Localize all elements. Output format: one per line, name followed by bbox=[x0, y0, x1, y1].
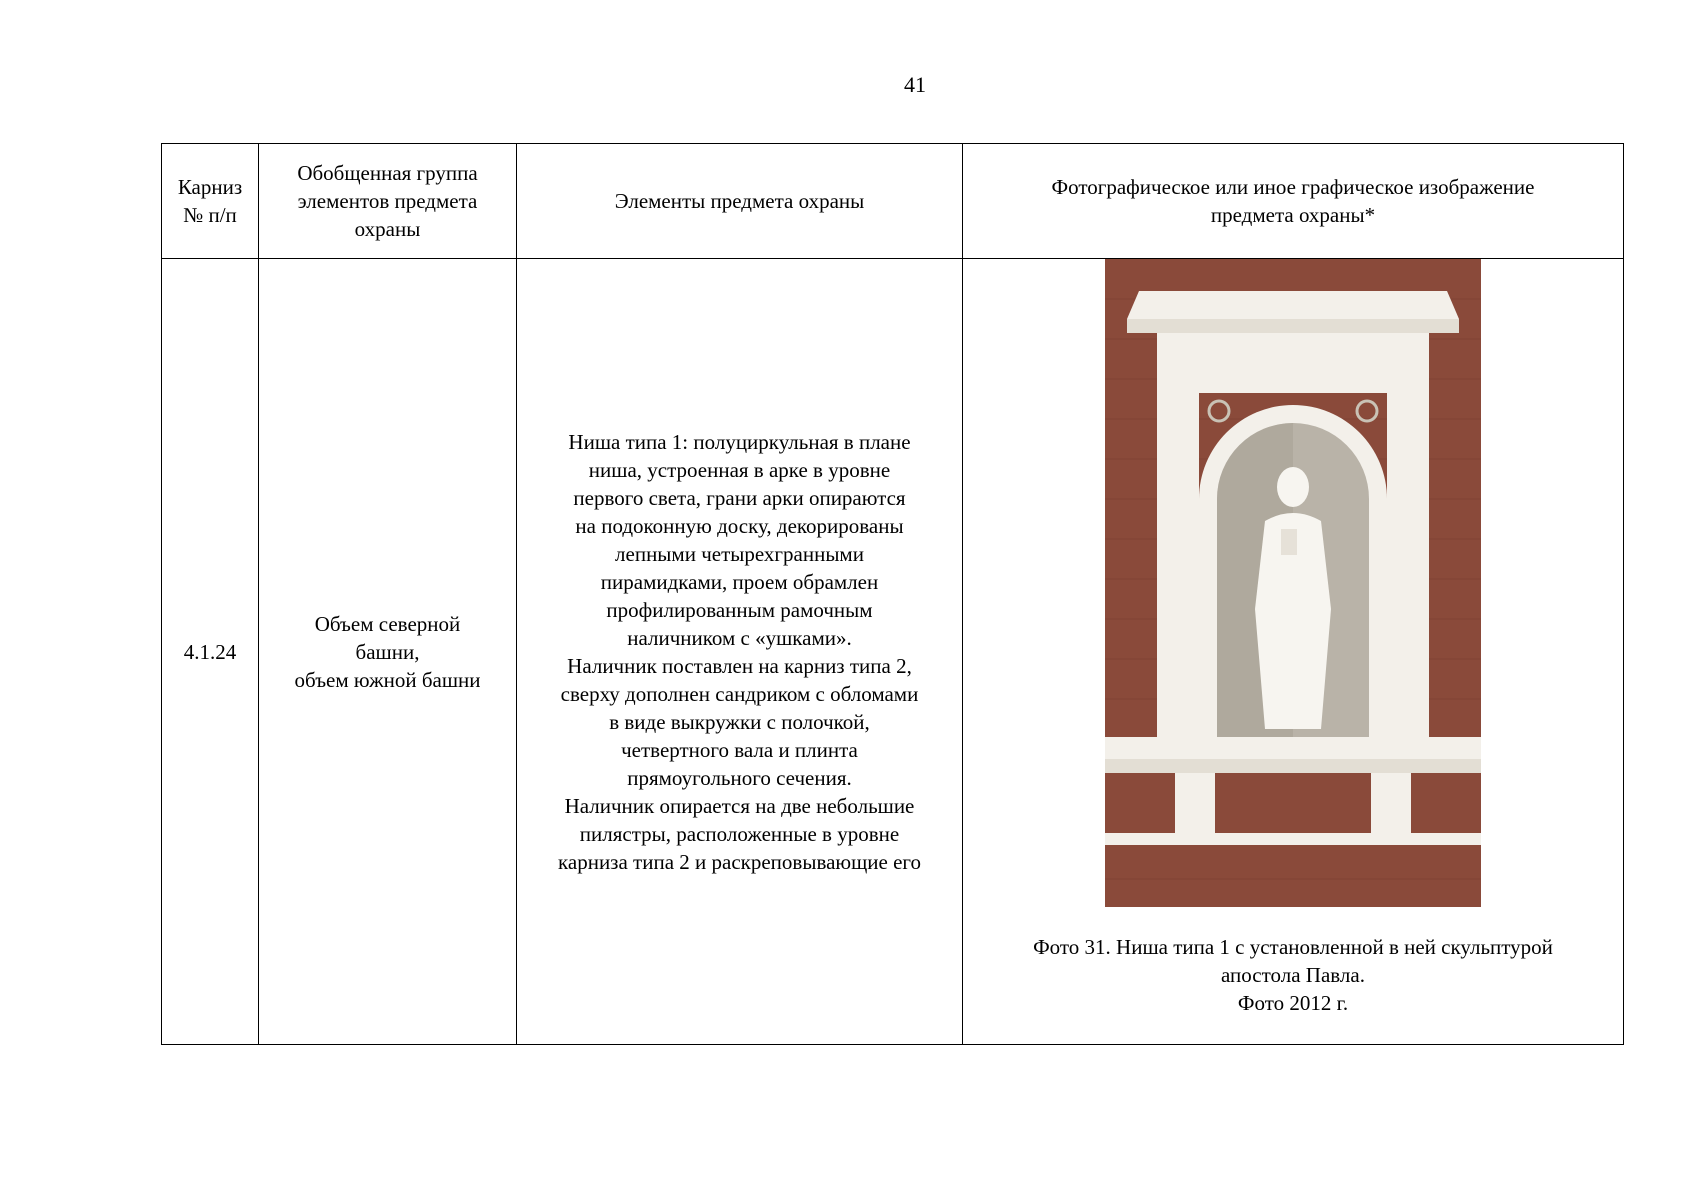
cornice-band bbox=[1105, 759, 1481, 773]
header-element-group: Обобщенная группа элементов предмета охраны bbox=[259, 144, 517, 259]
frame-right bbox=[1387, 333, 1429, 743]
header-cornice-number: Карниз № п/п bbox=[162, 144, 259, 259]
pilaster-right bbox=[1371, 773, 1411, 833]
protection-table bbox=[161, 143, 1624, 1045]
lower-band bbox=[1105, 833, 1481, 845]
cell-number: 4.1.24 bbox=[162, 259, 259, 1045]
page-number: 41 bbox=[904, 72, 926, 97]
cell-photo bbox=[963, 259, 1624, 1045]
cell-elements: Ниша типа 1: полуциркульная в плане ниша, устроенная в арке в уровне первого света, грани арки опираются на подоконную доску, декорированы лепными четырехгранными пирамидками, проем обрамлен профилированным рамочным наличником с «ушками». Наличник поставлен на карниз типа 2, сверху дополнен сандриком с обломами в виде выкружки с полочкой, четвертного вала и плинта прямоугольного сечения. Наличник опирается на две небольшие пилястры, расположенные в уровне карниза типа 2 и раскреповывающие его bbox=[517, 259, 963, 1045]
sandrik-plinth bbox=[1127, 319, 1459, 333]
table-header-row bbox=[162, 144, 1624, 259]
header-elements: Элементы предмета охраны bbox=[517, 144, 963, 259]
pilaster-left bbox=[1175, 773, 1215, 833]
frame-left bbox=[1157, 333, 1199, 743]
frame-top bbox=[1157, 333, 1429, 393]
photo-caption: Фото 31. Ниша типа 1 с установленной в ней скульптурой апостола Павла. Фото 2012 г. bbox=[1033, 935, 1553, 1015]
niche-statue-photo bbox=[1105, 259, 1481, 907]
sandrik-cornice bbox=[1127, 291, 1459, 319]
table-row bbox=[162, 259, 1624, 1045]
header-image: Фотографическое или иное графическое изображение предмета охраны* bbox=[963, 144, 1624, 259]
sill-board bbox=[1105, 737, 1481, 759]
cell-group: Объем северной башни, объем южной башни bbox=[259, 259, 517, 1045]
